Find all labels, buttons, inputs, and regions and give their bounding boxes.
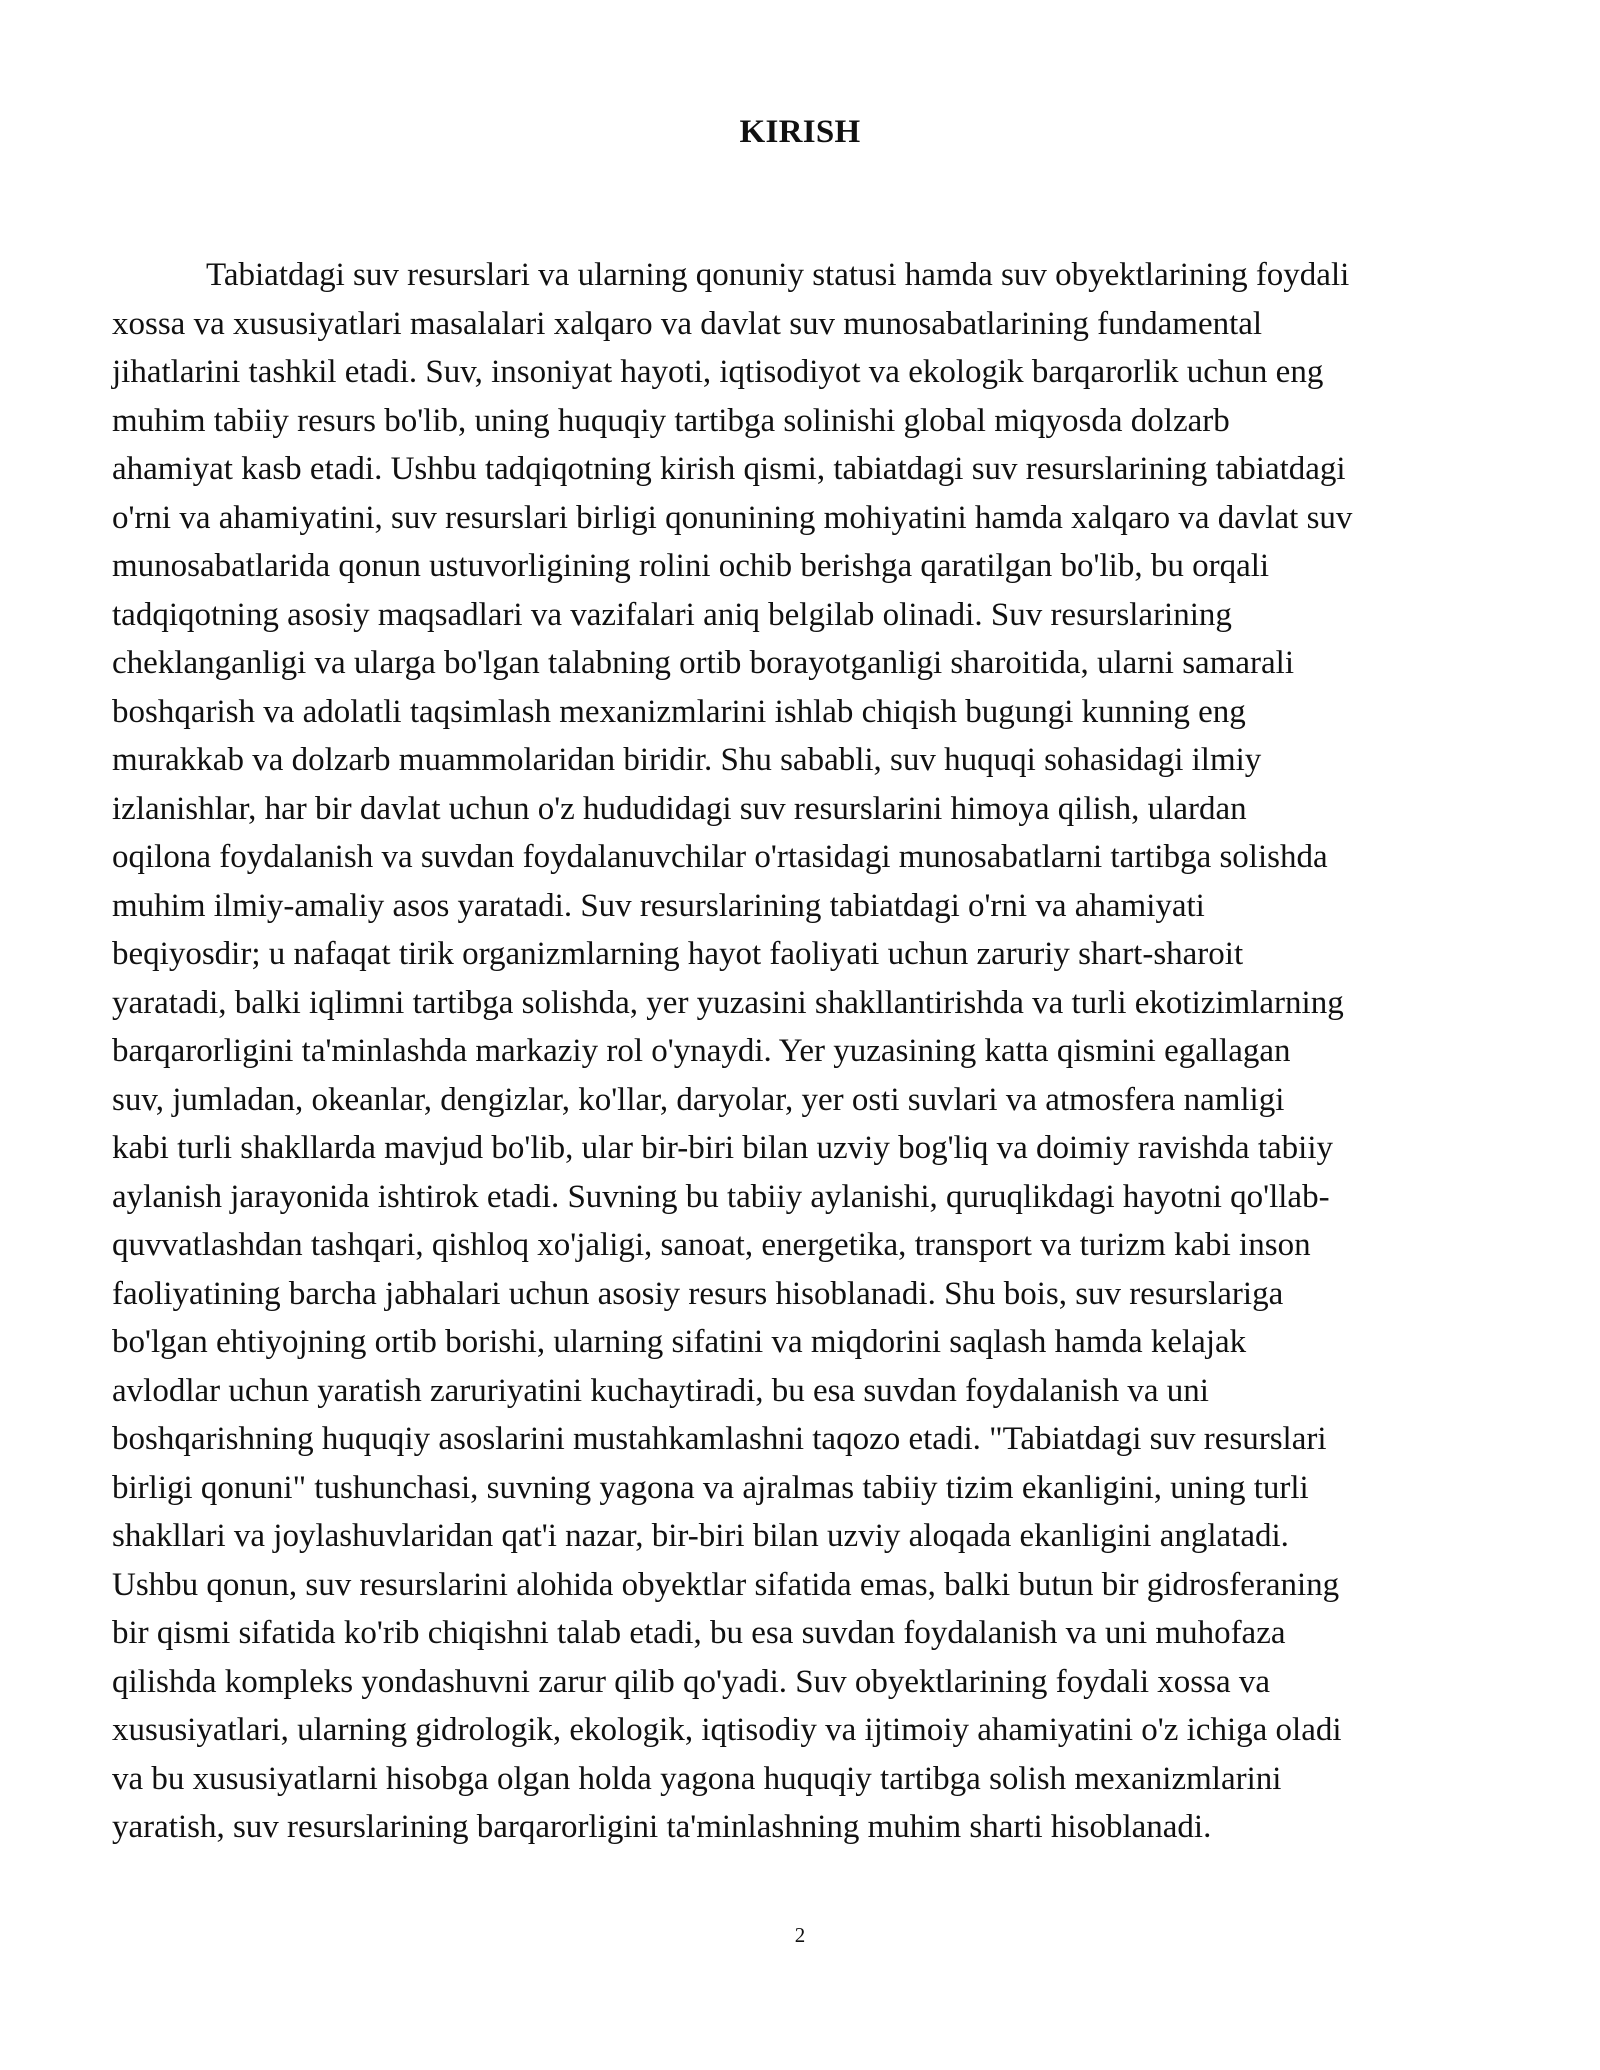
paragraph-line: yaratadi, balki iqlimni tartibga solishda, yer yuzasini shakllantirishda va turli ekotizimlarning xyxy=(112,984,1344,1021)
paragraph-line: o'rni va ahamiyatini, suv resurslari birligi qonunining mohiyatini hamda xalqaro va davlat suv xyxy=(112,499,1353,536)
paragraph-line: xossa va xususiyatlari masalalari xalqaro va davlat suv munosabatlarining fundamental xyxy=(112,305,1263,342)
paragraph-line: Ushbu qonun, suv resurslarini alohida obyektlar sifatida emas, balki butun bir gidrosferaning xyxy=(112,1566,1340,1603)
paragraph-line: murakkab va dolzarb muammolaridan biridir. Shu sababli, suv huquqi sohasidagi ilmiy xyxy=(112,742,1262,778)
paragraph-line: shakllari va joylashuvlaridan qat'i nazar, bir-biri bilan uzviy aloqada ekanligini anglatadi. xyxy=(112,1518,1289,1554)
paragraph-line: ahamiyat kasb etadi. Ushbu tadqiqotning kirish qismi, tabiatdagi suv resurslarining tabiatdagi xyxy=(112,451,1346,487)
paragraph-line: cheklanganligi va ularga bo'lgan talabning ortib borayotganligi sharoitida, ularni samarali xyxy=(112,645,1294,681)
paragraph-line: aylanish jarayonida ishtirok etadi. Suvning bu tabiiy aylanishi, quruqlikdagi hayotni qo'llab- xyxy=(112,1178,1330,1215)
paragraph-line: kabi turli shakllarda mavjud bo'lib, ular bir-biri bilan uzviy bog'liq va doimiy ravishda tabiiy xyxy=(112,1130,1333,1166)
paragraph-line: quvvatlashdan tashqari, qishloq xo'jaligi, sanoat, energetika, transport va turizm kabi inson xyxy=(112,1227,1311,1263)
paragraph-line: barqarorligini ta'minlashda markaziy rol o'ynaydi. Yer yuzasining katta qismini egallagan xyxy=(112,1033,1291,1069)
paragraph-line: va bu xususiyatlarni hisobga olgan holda yagona huquqiy tartibga solish mexanizmlarini xyxy=(112,1760,1282,1797)
page-number: 2 xyxy=(794,1923,806,1947)
paragraph-line: faoliyatining barcha jabhalari uchun asosiy resurs hisoblanadi. Shu bois, suv resurslariga xyxy=(112,1275,1284,1312)
paragraph-line: oqilona foydalanish va suvdan foydalanuvchilar o'rtasidagi munosabatlarni tartibga solishda xyxy=(112,839,1328,875)
paragraph-line: suv, jumladan, okeanlar, dengizlar, ko'llar, daryolar, yer osti suvlari va atmosfera namligi xyxy=(112,1081,1285,1118)
paragraph-line: tadqiqotning asosiy maqsadlari va vazifalari aniq belgilab olinadi. Suv resurslarining xyxy=(112,596,1232,633)
paragraph-line: Tabiatdagi suv resurslari va ularning qonuniy statusi hamda suv obyektlarining foydali xyxy=(206,257,1350,293)
paragraph-line: bir qismi sifatida ko'rib chiqishni talab etadi, bu esa suvdan foydalanish va uni muhofaza xyxy=(112,1615,1286,1651)
paragraph-line: muhim tabiiy resurs bo'lib, uning huquqiy tartibga solinishi global miqyosda dolzarb xyxy=(112,402,1230,439)
paragraph-line: jihatlarini tashkil etadi. Suv, insoniyat hayoti, iqtisodiyot va ekologik barqarorlik uchun eng xyxy=(112,354,1324,390)
paragraph-line: xususiyatlari, ularning gidrologik, ekologik, iqtisodiy va ijtimoiy ahamiyatini o'z ichiga oladi xyxy=(112,1712,1342,1748)
paragraph-line: beqiyosdir; u nafaqat tirik organizmlarning hayot faoliyati uchun zaruriy shart-sharoit xyxy=(112,936,1244,972)
paragraph-line: qilishda kompleks yondashuvni zarur qilib qo'yadi. Suv obyektlarining foydali xossa va xyxy=(112,1663,1271,1700)
body-paragraph xyxy=(112,251,1502,1852)
paragraph-line: bo'lgan ehtiyojning ortib borishi, ularning sifatini va miqdorini saqlash hamda kelajak xyxy=(112,1324,1247,1360)
paragraph-line: avlodlar uchun yaratish zaruriyatini kuchaytiradi, bu esa suvdan foydalanish va uni xyxy=(112,1372,1209,1409)
paragraph-line: boshqarishning huquqiy asoslarini mustahkamlashni taqozo etadi. "Tabiatdagi suv resurslari xyxy=(112,1421,1327,1457)
paragraph-line: yaratish, suv resurslarining barqarorligini ta'minlashning muhim sharti hisoblanadi. xyxy=(112,1809,1212,1845)
paragraph-line: birligi qonuni" tushunchasi, suvning yagona va ajralmas tabiiy tizim ekanligini, uning turli xyxy=(112,1469,1309,1506)
paragraph-line: munosabatlarida qonun ustuvorligining rolini ochib berishga qaratilgan bo'lib, bu orqali xyxy=(112,548,1270,584)
paragraph-line: boshqarish va adolatli taqsimlash mexanizmlarini ishlab chiqish bugungi kunning eng xyxy=(112,693,1246,730)
paragraph-line: izlanishlar, har bir davlat uchun o'z hududidagi suv resurslarini himoya qilish, ulardan xyxy=(112,790,1247,827)
paragraph-line: muhim ilmiy-amaliy asos yaratadi. Suv resurslarining tabiatdagi o'rni va ahamiyati xyxy=(112,887,1205,924)
page-title: KIRISH xyxy=(739,114,861,150)
